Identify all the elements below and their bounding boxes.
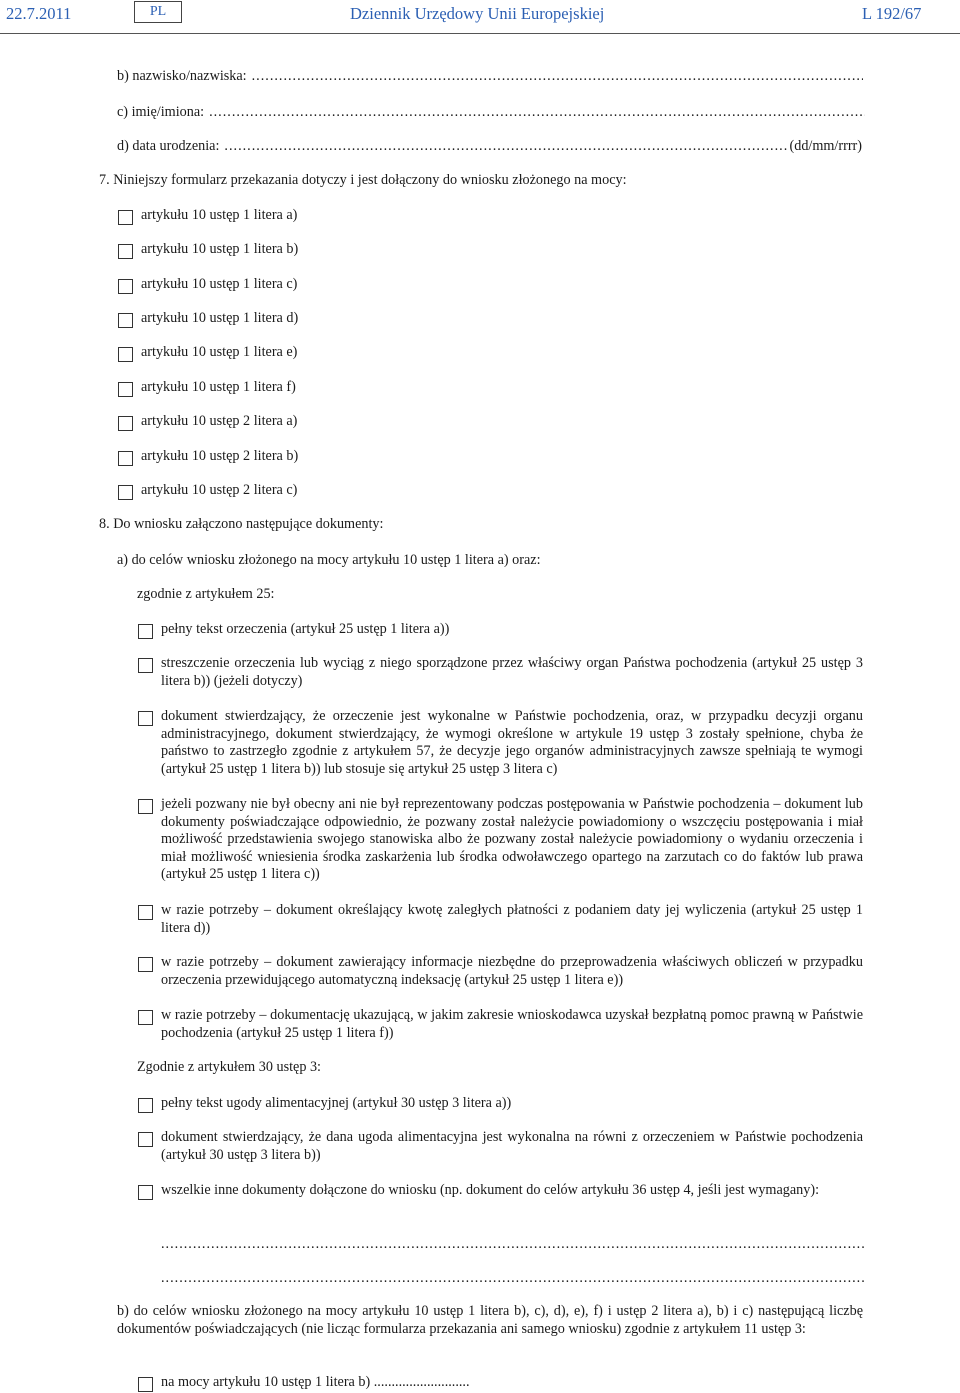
item-text: w razie potrzeby – dokument zawierający informacje niezbędne do przeprowadzenia właściwych obliczeń w przypadku orzeczenia przewidującego automatyczną indeksację (artykuł 25 ustęp 1 litera e)) [161, 954, 863, 988]
given-names-label: c) imię/imiona: [117, 104, 205, 120]
checkbox-art10-1a[interactable] [118, 210, 133, 225]
item-text: pełny tekst orzeczenia (artykuł 25 ustęp 1 litera a)) [161, 621, 450, 637]
item-text: dokument stwierdzający, że orzeczenie jest wykonalne w Państwie pochodzenia, oraz, w przypadku decyzji organu administracyjnego, dokument stwierdzający, że wymogi określone w artykule 19 ustęp 3 zostały spełnione, chyba że państwo to zastrzegło zgodnie z artykułem 57, że decyzje jego organów administracyjnych zawsze spełniają te wymogi (artykuł 25 ustęp 1 litera b)) lub stosuje się artykuł 25 ustęp 3 litera c) [161, 708, 863, 777]
item-text: na mocy artykułu 10 ustęp 1 litera b) ........................... [161, 1374, 470, 1390]
page-header [0, 0, 960, 34]
item-text: w razie potrzeby – dokument określający kwotę zaległych płatności z podaniem daty jej wyliczenia (artykuł 25 ustęp 1 litera d)) [161, 902, 863, 936]
checkbox-art10-1e[interactable] [118, 347, 133, 362]
checkbox-art10-2a[interactable] [118, 416, 133, 431]
option-label: artykułu 10 ustęp 2 litera b) [141, 448, 299, 464]
checkbox-enforceability-document[interactable] [138, 711, 153, 726]
section-8a-title: a) do celów wniosku złożonego na mocy artykułu 10 ustęp 1 litera a) oraz: [117, 552, 541, 568]
birth-date-label: d) data urodzenia: [117, 138, 220, 154]
checkbox-art10-1b-documents[interactable] [138, 1377, 153, 1392]
publication-date: 22.7.2011 [6, 4, 72, 23]
birth-date-dotted-line [224, 138, 786, 156]
option-label: artykułu 10 ustęp 1 litera d) [141, 310, 299, 326]
item-text: streszczenie orzeczenia lub wyciąg z niego sporządzone przez właściwy organ Państwa pochodzenia (artykuł 25 ustęp 3 litera b)) (jeżeli dotyczy) [161, 655, 863, 689]
checkbox-art10-1c[interactable] [118, 279, 133, 294]
surname-label: b) nazwisko/nazwiska: [117, 68, 247, 84]
section-8b-text: b) do celów wniosku złożonego na mocy artykułu 10 ustęp 1 litera b), c), d), e), f) i ustęp 2 litera a), b) i c) następującą liczbę dokumentów poświadczających (nie licząc formularza przekazania ani samego wniosku) zgodnie z artykułem 11 ustęp 3: [117, 1303, 863, 1337]
checkbox-full-judgment[interactable] [138, 624, 153, 639]
checkbox-art10-1d[interactable] [118, 313, 133, 328]
item-text: w razie potrzeby – dokumentację ukazującą, w jakim zakresie wnioskodawca uzyskał bezpłatną pomoc prawną w Państwie pochodzenia (artykuł 25 ustęp 1 litera f)) [161, 1007, 863, 1041]
section-7-title: 7. Niniejszy formularz przekazania dotyczy i jest dołączony do wniosku złożonego na mocy: [99, 172, 627, 188]
checkbox-art10-1f[interactable] [118, 382, 133, 397]
page-reference: L 192/67 [862, 4, 922, 23]
checkbox-agreement-enforceability[interactable] [138, 1132, 153, 1147]
given-names-dotted-line [209, 104, 865, 122]
checkbox-other-documents[interactable] [138, 1185, 153, 1200]
item-text: pełny tekst ugody alimentacyjnej (artykuł 30 ustęp 3 litera a)) [161, 1095, 512, 1111]
option-label: artykułu 10 ustęp 2 litera c) [141, 482, 298, 498]
option-label: artykułu 10 ustęp 1 litera b) [141, 241, 299, 257]
other-documents-line-2[interactable] [161, 1270, 864, 1288]
checkbox-art10-2c[interactable] [118, 485, 133, 500]
checkbox-art10-2b[interactable] [118, 451, 133, 466]
art25-heading: zgodnie z artykułem 25: [137, 586, 275, 602]
language-code: PL [134, 1, 182, 23]
option-label: artykułu 10 ustęp 2 litera a) [141, 413, 298, 429]
checkbox-arrears-document[interactable] [138, 905, 153, 920]
checkbox-judgment-summary[interactable] [138, 658, 153, 673]
section-8-title: 8. Do wniosku załączono następujące dokumenty: [99, 516, 384, 532]
journal-title: Dziennik Urzędowy Unii Europejskiej [350, 4, 605, 23]
birth-date-format: (dd/mm/rrrr) [789, 138, 862, 154]
given-names-field[interactable] [117, 104, 865, 122]
checkbox-indexation-document[interactable] [138, 957, 153, 972]
item-text: dokument stwierdzający, że dana ugoda alimentacyjna jest wykonalna na równi z orzeczeniem w Państwie pochodzenia (artykuł 30 ustęp 3 litera b)) [161, 1129, 863, 1163]
art30-heading: Zgodnie z artykułem 30 ustęp 3: [137, 1059, 322, 1075]
option-label: artykułu 10 ustęp 1 litera f) [141, 379, 296, 395]
option-label: artykułu 10 ustęp 1 litera e) [141, 344, 298, 360]
surname-field[interactable] [117, 68, 863, 86]
surname-dotted-line [252, 68, 863, 86]
other-documents-line-1[interactable] [161, 1236, 864, 1254]
checkbox-service-document[interactable] [138, 799, 153, 814]
option-label: artykułu 10 ustęp 1 litera c) [141, 276, 298, 292]
checkbox-art10-1b[interactable] [118, 244, 133, 259]
dotted-line [161, 1236, 864, 1254]
item-text: jeżeli pozwany nie był obecny ani nie był reprezentowany podczas postępowania w Państwie pochodzenia – dokument lub dokumenty poświadczające odpowiednio, że pozwany został należycie powiadomiony o wszczęciu postępowania i miał możliwość przedstawienia swojego stanowiska albo że pozwany został należycie powiadomiony o wydaniu orzeczenia i miał możliwość wniesienia środka zaskarżenia lub środka odwoławczego opartego na zarzutach co do faktów lub prawa (artykuł 25 ustęp 1 litera c)) [161, 796, 863, 882]
option-label: artykułu 10 ustęp 1 litera a) [141, 207, 298, 223]
checkbox-legal-aid-document[interactable] [138, 1010, 153, 1025]
dotted-line [161, 1270, 864, 1288]
birth-date-field[interactable] [117, 138, 862, 156]
item-text: wszelkie inne dokumenty dołączone do wniosku (np. dokument do celów artykułu 36 ustęp 4, jeśli jest wymagany): [161, 1182, 820, 1198]
checkbox-agreement-text[interactable] [138, 1098, 153, 1113]
header-divider [0, 33, 960, 34]
